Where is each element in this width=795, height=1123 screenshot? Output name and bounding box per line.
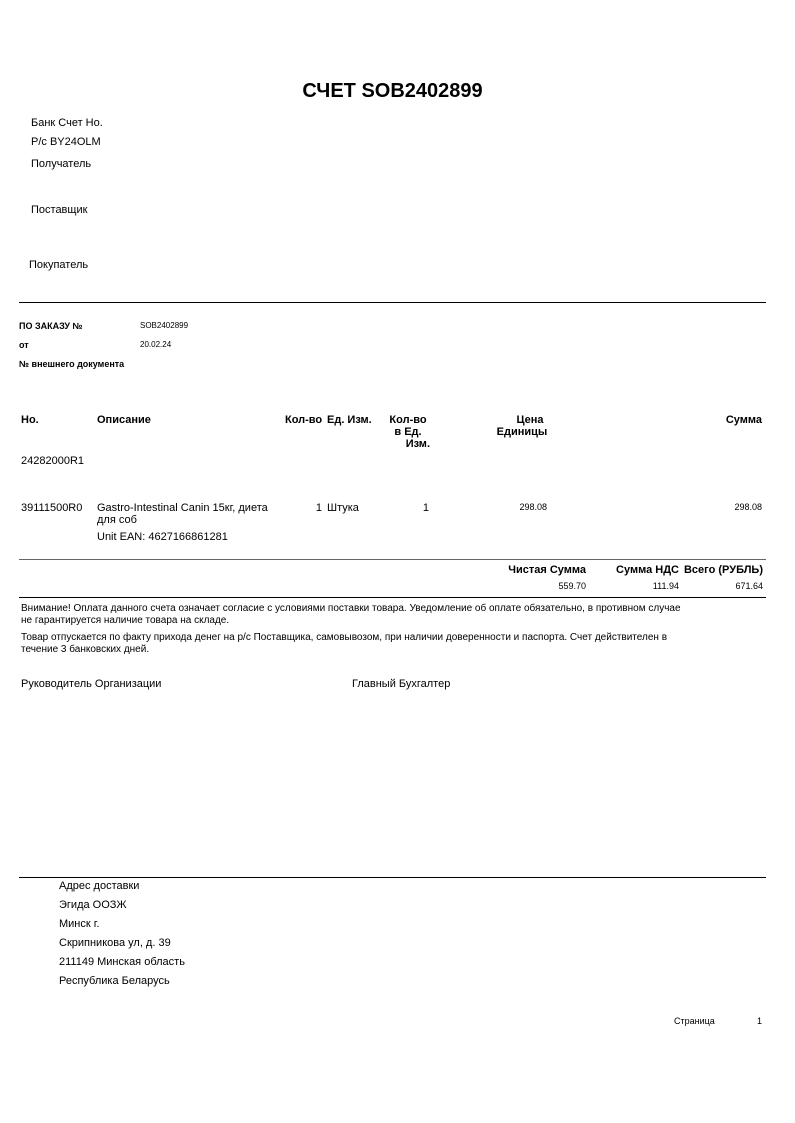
date-label: от (19, 340, 29, 350)
net-total-label: Чистая Сумма (508, 564, 586, 576)
recipient-label: Получатель (31, 158, 92, 170)
accountant-signature-label: Главный Бухгалтер (352, 678, 451, 690)
release-note-line-2: течение 3 банковских дней. (21, 644, 150, 655)
order-label: ПО ЗАКАЗУ № (19, 321, 83, 331)
table-row-price: 298.08 (519, 502, 547, 512)
table-row-qty-per-uom: 1 (422, 502, 429, 514)
col-header-price-2: Единицы (496, 426, 548, 438)
col-header-qty-per-uom-3: Изм. (405, 438, 430, 450)
col-header-qty: Кол-во (285, 414, 323, 426)
table-row-no: 39111500R0 (21, 502, 83, 514)
table-row-no: 24282000R1 (21, 455, 85, 467)
page-label: Страница (674, 1016, 715, 1026)
external-document-label: № внешнего документа (19, 359, 125, 369)
payment-note-line-2: не гарантируется наличие товара на складе. (21, 615, 230, 626)
order-date: 20.02.24 (140, 340, 172, 349)
divider (19, 597, 766, 598)
delivery-name: Эгида ООЗЖ (59, 899, 127, 911)
col-header-uom: Ед. Изм. (327, 414, 372, 426)
delivery-country: Республика Беларусь (59, 975, 170, 987)
release-note-line-1: Товар отпускается по факту прихода денег на р/с Поставщика, самовывозом, при наличии доверенности и паспорта. Счет действителен в (21, 632, 668, 643)
settlement-account: Р/с BY24OLM (31, 136, 101, 148)
col-header-qty-per-uom-2: в Ед. (394, 426, 422, 438)
table-row-amount: 298.08 (734, 502, 762, 512)
supplier-label: Поставщик (31, 204, 88, 216)
vat-total-label: Сумма НДС (616, 564, 679, 576)
divider (19, 877, 766, 878)
table-row-ean: Unit EAN: 4627166861281 (97, 531, 228, 543)
table-row-uom: Штука (327, 502, 359, 514)
grand-total-label: Всего (РУБЛЬ) (683, 564, 763, 576)
col-header-no: Но. (21, 414, 39, 426)
delivery-region: 211149 Минская область (59, 956, 185, 968)
page-number: 1 (756, 1016, 762, 1026)
delivery-address-label: Адрес доставки (59, 880, 140, 892)
director-signature-label: Руководитель Организации (21, 678, 162, 690)
divider (19, 302, 766, 303)
order-number: SOB2402899 (140, 321, 189, 330)
buyer-label: Покупатель (29, 259, 89, 271)
table-row-description-2: для соб (97, 514, 137, 526)
grand-total-value: 671.64 (735, 581, 763, 591)
net-total-value: 559.70 (558, 581, 586, 591)
page-title: СЧЕТ SOB2402899 (302, 80, 483, 102)
col-header-description: Описание (97, 414, 151, 426)
col-header-amount: Сумма (725, 414, 762, 426)
col-header-price-1: Цена (516, 414, 544, 426)
bank-account-label: Банк Счет Но. (31, 117, 103, 129)
table-row-description-1: Gastro-Intestinal Canin 15кг, диета (97, 502, 268, 514)
vat-total-value: 111.94 (652, 581, 679, 591)
col-header-qty-per-uom-1: Кол-во (389, 414, 427, 426)
payment-note-line-1: Внимание! Оплата данного счета означает согласие с условиями поставки товара. Уведомление об оплате обязательно, в противном случае (21, 603, 681, 614)
delivery-city: Минск г. (59, 918, 100, 930)
table-row-qty: 1 (315, 502, 322, 514)
delivery-street: Скрипникова ул, д. 39 (59, 937, 171, 949)
divider (19, 559, 766, 560)
